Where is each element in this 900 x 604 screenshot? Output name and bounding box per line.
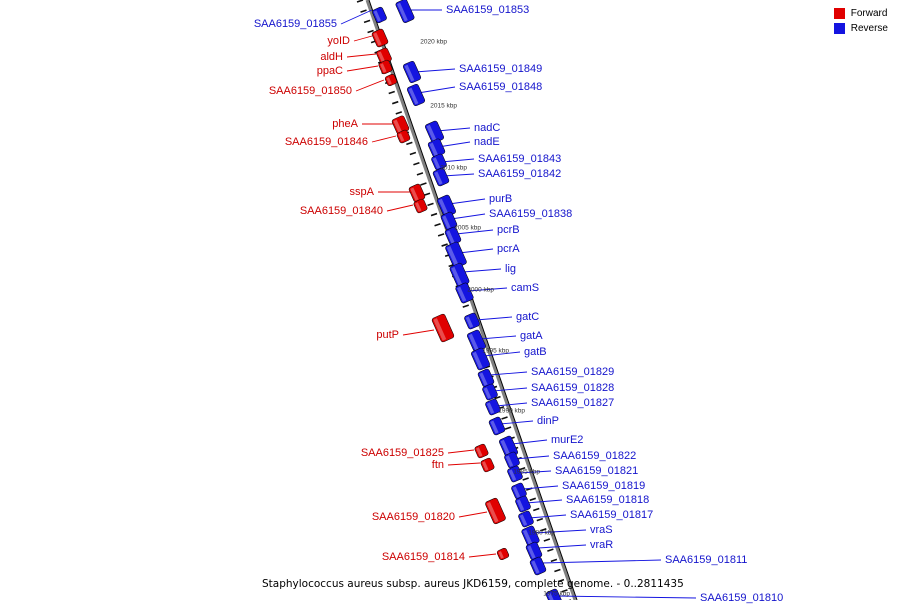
leader-line	[556, 596, 696, 598]
axis-tick-label: 1980 kbp	[528, 529, 555, 537]
axis-tick-label: 1990 kbp	[498, 407, 525, 415]
axis-tick	[406, 142, 412, 144]
axis-tick	[505, 427, 511, 429]
leader-line	[469, 554, 496, 557]
gene-feature[interactable]	[480, 457, 495, 472]
axis-tick	[551, 559, 557, 561]
axis-tick-label: 2005 kbp	[454, 224, 481, 232]
axis-tick-label: 2010 kbp	[440, 164, 467, 172]
axis-tick-label: 2000 kbp	[467, 286, 494, 294]
gene-label[interactable]: pcrA	[497, 243, 520, 255]
legend-row-reverse	[834, 23, 888, 34]
leader-line	[356, 80, 384, 91]
gene-feature[interactable]	[427, 138, 445, 158]
gene-label[interactable]: SAA6159_01848	[459, 81, 543, 93]
gene-feature[interactable]	[518, 510, 535, 528]
gene-label[interactable]: SAA6159_01814	[381, 551, 465, 563]
gene-label[interactable]: gatB	[524, 346, 547, 358]
gene-label[interactable]: dinP	[537, 415, 560, 427]
gene-label[interactable]: SAA6159_01850	[268, 85, 352, 97]
gene-label[interactable]: pheA	[332, 118, 358, 130]
gene-label[interactable]: nadC	[474, 122, 501, 134]
gene-label[interactable]: SAA6159_01821	[555, 465, 639, 477]
gene-label[interactable]: putP	[376, 329, 399, 341]
leader-line	[448, 463, 480, 465]
gene-feature[interactable]	[496, 547, 509, 560]
leader-line	[347, 66, 378, 71]
leader-line	[538, 545, 586, 548]
gene-label[interactable]: SAA6159_01820	[371, 511, 455, 523]
leader-line	[418, 87, 455, 93]
gene-label[interactable]: SAA6159_01840	[299, 205, 383, 217]
gene-label[interactable]: SAA6159_01811	[665, 554, 748, 566]
axis-tick	[523, 478, 529, 480]
gene-label[interactable]: SAA6159_01842	[478, 168, 562, 180]
axis-tick	[547, 549, 553, 551]
axis-tick	[502, 417, 508, 419]
leader-line	[523, 486, 558, 489]
axis-tick	[537, 519, 543, 521]
axis-tick	[431, 214, 437, 216]
axis-tick	[533, 508, 539, 510]
axis-tick	[428, 203, 434, 205]
leader-line	[354, 36, 372, 41]
axis-tick	[417, 173, 423, 175]
forward-swatch-icon	[834, 8, 845, 19]
axis-tick	[368, 31, 374, 33]
gene-label[interactable]: purB	[489, 193, 513, 205]
axis-tick-label: 1995 kbp	[482, 347, 509, 355]
gene-feature[interactable]	[474, 443, 489, 458]
legend	[834, 8, 888, 38]
gene-box[interactable]	[496, 547, 509, 560]
gene-label[interactable]: SAA6159_01810	[700, 592, 784, 604]
gene-label[interactable]: vraS	[590, 524, 613, 536]
gene-label[interactable]: murE2	[551, 434, 584, 446]
leader-line	[493, 388, 527, 391]
axis-tick	[389, 92, 395, 94]
leader-line	[443, 174, 474, 176]
axis-tick	[435, 224, 441, 226]
gene-feature[interactable]	[395, 0, 415, 23]
axis-tick-label: 1975 kbp	[543, 590, 570, 598]
leader-line	[403, 330, 434, 335]
gene-label[interactable]: SAA6159_01855	[253, 18, 337, 30]
gene-label[interactable]: SAA6159_01828	[531, 382, 615, 394]
gene-label[interactable]: ppaC	[316, 65, 343, 77]
leader-line	[448, 450, 474, 453]
gene-label[interactable]: SAA6159_01849	[459, 63, 543, 75]
axis-tick	[554, 569, 560, 571]
gene-label[interactable]: sspA	[349, 186, 374, 198]
gene-label[interactable]: gatA	[520, 330, 543, 342]
leader-line	[496, 403, 527, 406]
gene-feature[interactable]	[485, 497, 507, 524]
gene-label[interactable]: SAA6159_01846	[284, 136, 368, 148]
gene-label[interactable]: SAA6159_01822	[553, 450, 637, 462]
gene-label[interactable]: pcrB	[497, 224, 520, 236]
axis-tick	[420, 183, 426, 185]
axis-tick-label: 1985 kbp	[513, 468, 540, 476]
gene-feature[interactable]	[431, 313, 454, 342]
gene-label[interactable]: lig	[505, 263, 517, 275]
leader-line	[459, 249, 493, 253]
gene-feature[interactable]	[406, 83, 425, 106]
gene-label[interactable]: ftn	[431, 459, 444, 471]
legend-reverse-label: Reverse	[850, 23, 888, 34]
gene-label[interactable]: SAA6159_01853	[446, 4, 530, 16]
axis-tick	[424, 193, 430, 195]
axis-tick	[463, 305, 469, 307]
axis-tick	[364, 20, 370, 22]
gene-box[interactable]	[474, 443, 489, 458]
axis-tick	[544, 539, 550, 541]
gene-label[interactable]: SAA6159_01838	[489, 208, 573, 220]
gene-label[interactable]: aldH	[320, 51, 343, 63]
axis-tick	[410, 153, 416, 155]
legend-row-forward	[834, 8, 888, 19]
leader-line	[463, 269, 501, 272]
axis-tick	[392, 102, 398, 104]
leader-line	[500, 421, 533, 424]
leader-line	[347, 54, 376, 57]
leader-line	[387, 205, 413, 211]
leader-line	[437, 128, 470, 131]
gene-label[interactable]: SAA6159_01817	[570, 509, 654, 521]
gene-label[interactable]: nadE	[474, 136, 500, 148]
gene-feature[interactable]	[371, 28, 388, 47]
axis-tick-label: 2020 kbp	[420, 38, 447, 46]
gene-label[interactable]: SAA6159_01818	[566, 494, 650, 506]
gene-label[interactable]: SAA6159_01843	[478, 153, 562, 165]
axis-tick	[361, 10, 367, 12]
gene-feature[interactable]	[402, 60, 421, 83]
leader-line	[476, 317, 512, 320]
gene-label[interactable]: yoID	[327, 35, 350, 47]
gene-label[interactable]: SAA6159_01825	[360, 447, 444, 459]
leader-line	[512, 440, 547, 444]
genome-caption: Staphylococcus aureus subsp. aureus JKD6159, complete genome. - 0..2811435	[262, 578, 684, 590]
leader-line	[441, 159, 474, 162]
axis-tick	[530, 498, 536, 500]
gene-label[interactable]: vraR	[590, 539, 614, 551]
axis-tick	[357, 0, 363, 2]
gene-box[interactable]	[518, 510, 535, 528]
axis-tick	[413, 163, 419, 165]
leader-line	[451, 214, 485, 219]
gene-box[interactable]	[480, 457, 495, 472]
leader-line	[459, 512, 487, 517]
gene-label[interactable]: gatC	[516, 311, 540, 323]
gene-label[interactable]: SAA6159_01827	[531, 397, 615, 409]
axis-tick-label: 2015 kbp	[430, 102, 457, 110]
axis-tick	[438, 234, 444, 236]
axis-tick	[396, 112, 402, 114]
gene-label[interactable]: camS	[511, 282, 540, 294]
gene-label[interactable]: SAA6159_01829	[531, 366, 615, 378]
gene-label[interactable]: SAA6159_01819	[562, 480, 646, 492]
legend-forward-label: Forward	[850, 8, 888, 19]
leader-line	[372, 136, 396, 142]
reverse-swatch-icon	[834, 23, 845, 34]
leader-line	[415, 69, 455, 72]
leader-line	[449, 199, 485, 204]
